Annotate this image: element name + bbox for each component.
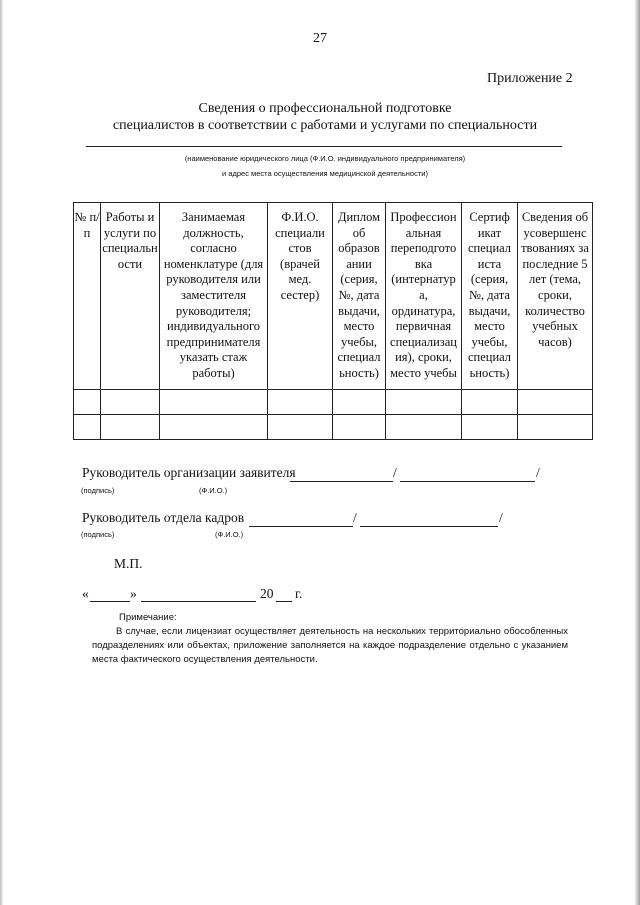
organization-caption-2: и адрес места осуществления медицинской деятельности): [222, 169, 428, 178]
header-services: Работы и услуги по специальн ости: [101, 203, 160, 390]
table-cell[interactable]: [268, 414, 333, 439]
scan-edge-left: [0, 0, 3, 905]
signature-1-name-caption: (Ф.И.О.): [199, 486, 228, 495]
page-number: 27: [313, 31, 327, 46]
table-cell[interactable]: [518, 414, 593, 439]
table-cell[interactable]: [386, 389, 462, 414]
scan-edge-right: [635, 0, 640, 905]
table-cell[interactable]: [333, 414, 386, 439]
header-advanced-training: Сведения об усовершенс твованиях за последние 5 лет (тема, сроки, количество учебных часов): [518, 203, 593, 390]
header-certificate: Сертиф икат специал иста (серия, №, дата выдачи, место учебы, специал ьность): [462, 203, 518, 390]
organization-name-line: [86, 146, 562, 147]
table-cell[interactable]: [101, 389, 160, 414]
header-position: Занимаемая должность, согласно номенклатуре (для руководителя или заместителя руководителя; индивидуального предпринимателя указать стаж работы): [160, 203, 268, 390]
title-line-1: Сведения о профессиональной подготовке: [198, 101, 452, 116]
signature-1-label: Руководитель организации заявителя: [82, 465, 296, 480]
table-cell[interactable]: [386, 414, 462, 439]
date-year-suffix: г.: [295, 586, 303, 601]
table-cell[interactable]: [462, 389, 518, 414]
signature-2-name-caption: (Ф.И.О.): [215, 530, 244, 539]
signature-1-sign-line[interactable]: [290, 469, 393, 482]
table-cell[interactable]: [160, 414, 268, 439]
date-open-quote: «: [82, 586, 89, 601]
table-cell[interactable]: [268, 389, 333, 414]
signature-1-separator: /: [393, 465, 397, 480]
signature-2-sign-caption: (подпись): [81, 530, 115, 539]
signature-2-label: Руководитель отдела кадров: [82, 510, 245, 525]
signature-2-name-line[interactable]: [360, 514, 498, 527]
table-row: [74, 389, 593, 414]
table-cell[interactable]: [101, 414, 160, 439]
header-full-name: Ф.И.О. специали стов (врачей мед. сестер): [268, 203, 333, 390]
specialists-table: [73, 202, 593, 440]
table-cell[interactable]: [462, 414, 518, 439]
date-year-line[interactable]: [276, 589, 292, 602]
note-label: Примечание:: [119, 612, 177, 623]
table-header-row: [74, 203, 593, 390]
organization-caption-1: (наименование юридического лица (Ф.И.О. индивидуального предпринимателя): [184, 154, 466, 163]
date-close-quote: »: [130, 586, 137, 601]
table-cell[interactable]: [160, 389, 268, 414]
date-day-line[interactable]: [90, 589, 130, 602]
signature-2-separator-end: /: [499, 510, 503, 525]
signature-2-separator: /: [353, 510, 357, 525]
document-title: [100, 100, 550, 134]
signature-1-sign-caption: (подпись): [81, 486, 115, 495]
header-retraining: Профессион альная переподгото вка (интернатур а, ординатура, первичная специализац ия), сроки, место учебы: [386, 203, 462, 390]
header-diploma: Диплом об образов ании (серия, №, дата выдачи, место учебы, специал ьность): [333, 203, 386, 390]
signature-1-separator-end: /: [536, 465, 540, 480]
table-cell[interactable]: [74, 414, 101, 439]
header-number: № п/п: [74, 203, 101, 390]
appendix-label: Приложение 2: [487, 71, 573, 86]
table-cell[interactable]: [333, 389, 386, 414]
table-cell[interactable]: [518, 389, 593, 414]
stamp-label: М.П.: [114, 556, 143, 571]
signature-2-sign-line[interactable]: [249, 514, 353, 527]
table-cell[interactable]: [74, 389, 101, 414]
table-row: [74, 414, 593, 439]
date-year-prefix: 20: [260, 586, 274, 601]
note-text: В случае, если лицензиат осуществляет деятельность на нескольких территориально обособленных подразделениях или объектах, приложение заполняется на каждое подразделение отдельно с указанием места фактического осуществления деятельности.: [92, 626, 568, 665]
title-line-2: специалистов в соответствии с работами и услугами по специальности: [112, 118, 538, 133]
date-month-line[interactable]: [141, 589, 256, 602]
signature-1-name-line[interactable]: [400, 469, 535, 482]
